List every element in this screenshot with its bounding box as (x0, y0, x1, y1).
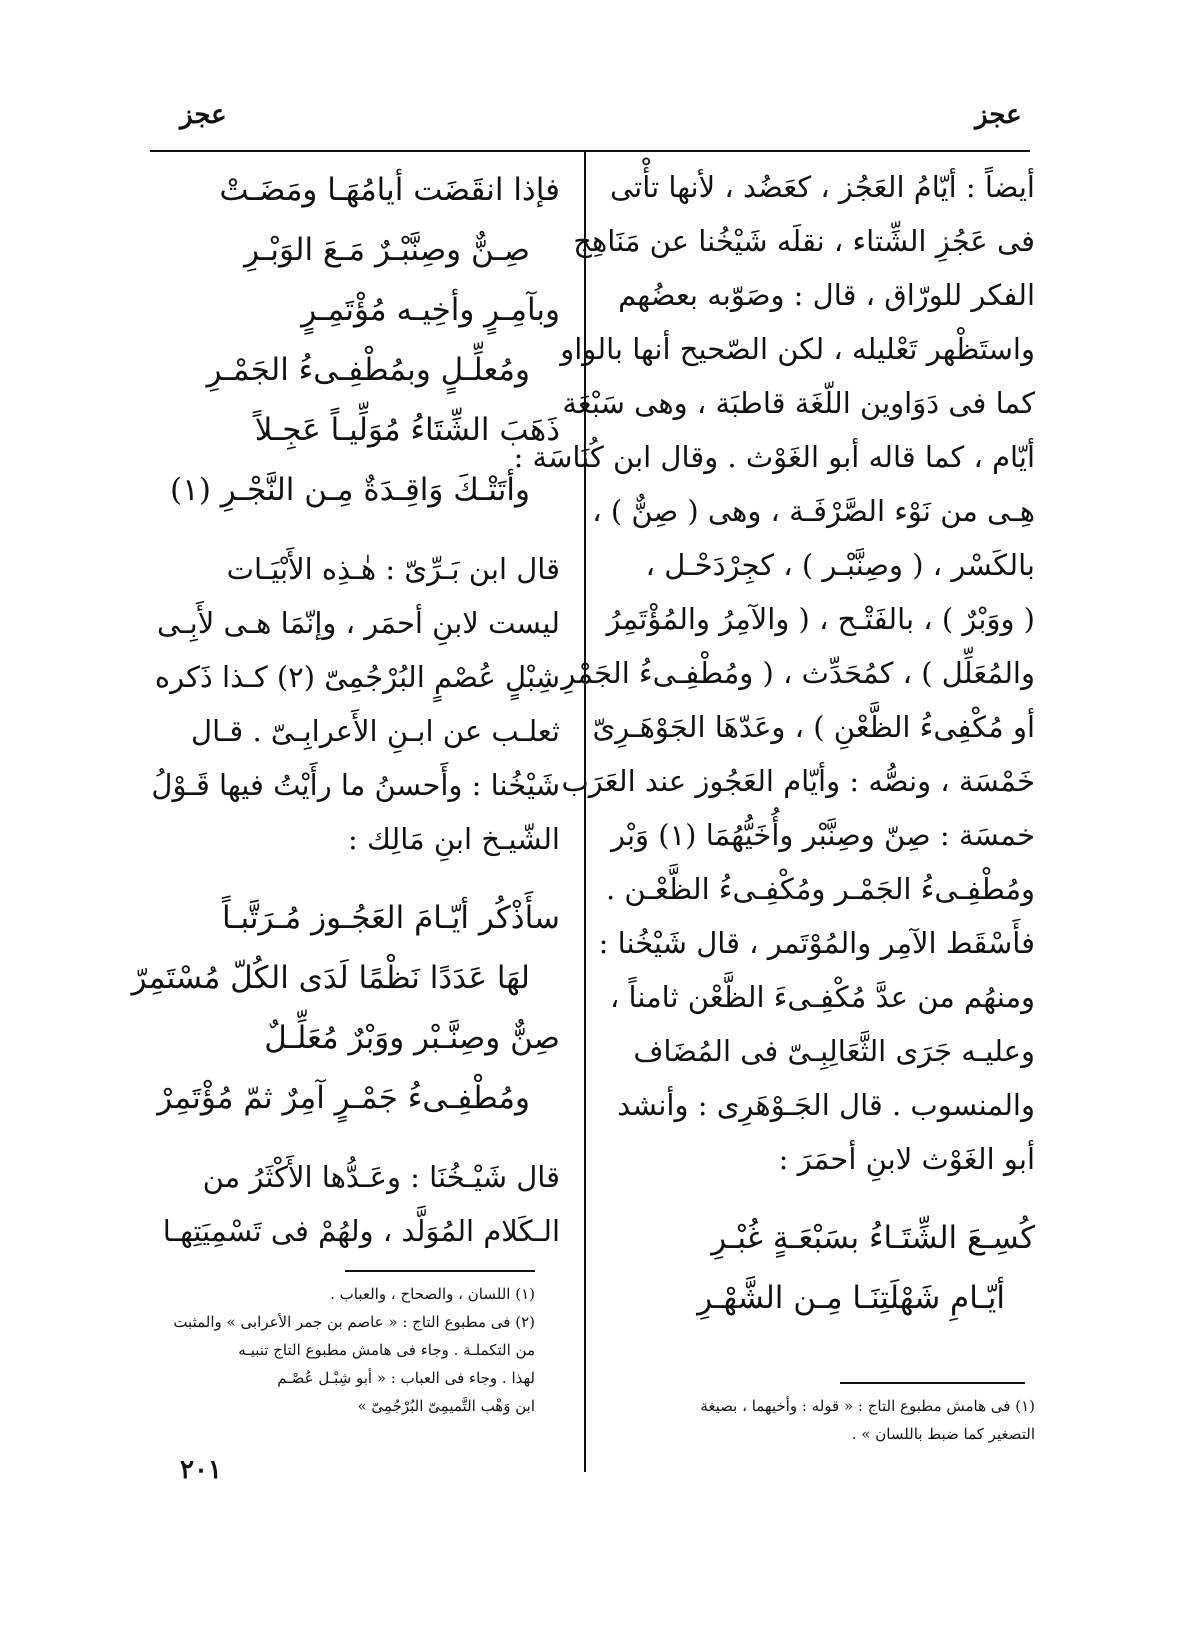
footnotes-left (125, 1280, 535, 1420)
text-line: ثعلـب عن ابـنِ الأَعرابِـىّ . قـال (191, 714, 560, 748)
text-line: فأَسْقَط الآمِر والمُوْتَمر ، قال شَيْخُنا : (598, 926, 1035, 960)
verse-line: أيّـامِ شَهْلَتِنَـا مِـن الشَّهْـرِ (697, 1280, 1005, 1316)
text-line: الفكر للورّاق ، قال : وصَوّبه بعضُهم (618, 278, 1035, 312)
footnote-line: ابن وَهْب التَّميمِىّ البُرْجُمِىّ » (357, 1397, 535, 1415)
text-line: ( ووَبْرٌ ) ، بالفَتْـح ، ( والآمِرُ والمُؤْتَمِرُ (606, 602, 1035, 636)
footnote-line: التصغير كما ضبط باللسان » . (851, 1425, 1035, 1443)
footnote-line: (٢) فى مطبوع التاج : « عاصم بن جمر الأعرابى » والمثبت (173, 1313, 535, 1331)
text-line: واستَظْهر تَعْليله ، لكن الصّحيح أنها بالواو (560, 332, 1035, 366)
text-line: قال ابن بَـرِّىّ : هٰـذِه الأَبْيَـات (226, 552, 560, 586)
text-line: أيضاً : أيّامُ العَجُز ، كعَضُد ، لأنها تأْتى (609, 170, 1035, 204)
verse-line: وبآمِـرٍ وأخِيـه مُؤْتَمِـرٍ (301, 292, 560, 328)
text-line: أيّام ، كما قاله أبو الغَوْث . وقال ابن كُنَاسَة : (513, 440, 1035, 474)
text-line: أو مُكْفِىءُ الظَّعْنِ ) ، وعَدّهَا الجَوْهَـرِىّ (592, 710, 1035, 744)
footnote-rule-right (840, 1382, 1025, 1384)
text-line: والمنسوب . قال الجَـوْهَرِى : وأنشد (617, 1088, 1035, 1122)
left-column (130, 160, 560, 1258)
running-header-left: عجز (180, 100, 227, 130)
verse-line: كُسِـعَ الشِّتَـاءُ بسَبْعَـةٍ غُبْـرِ (711, 1220, 1035, 1256)
footnote-rule-left (345, 1270, 535, 1272)
text-line: أبو الغَوْث لابنِ أحمَرَ : (778, 1142, 1035, 1176)
right-column (513, 160, 1035, 1328)
verse-line: صِـنٌّ وصِنَّبْـرٌ مَـعَ الوَبْـرِ (244, 232, 530, 268)
text-line: ومُطْفِـىءُ الجَمْـر ومُكْفِـىءُ الظَّعْـن . (605, 872, 1035, 906)
text-line: الشّيـخ ابنِ مَالِك : (347, 822, 560, 856)
text-line: ومنهُم من عدَّ مُكْفِـىءَ الظَّعْن ثامناً ، (609, 980, 1035, 1014)
footnote-line: لهذا . وجاء فى العباب : « أبو شِبْـل عُصْـم (277, 1369, 535, 1387)
text-line: ليست لابنِ أحمَر ، وإنّمَا هـى لأَبِـى (156, 606, 560, 640)
text-line: والمُعَلِّل ) ، كمُحَدِّث ، ( ومُطْفِـىءُ الجَمْرِ (561, 656, 1035, 690)
text-line: شَيْخُنا : وأَحسنُ ما رأَيْتُ فيها قَـوْلُ (151, 768, 560, 802)
verse-line: لهَا عَدَدًا نَظْمًا لَدَى الكُلّ مُسْتَمِرّ (131, 960, 530, 996)
footnote-line: (١) اللسان ، والصحاح ، والعباب . (330, 1285, 535, 1303)
text-line: الـكَلام المُوَلَّد ، ولهُمْ فى تَسْمِيَتِهـا (162, 1214, 560, 1248)
footnote-line: من التكملـة . وجاء فى هامش مطبوع التاج تنبيـه (238, 1341, 535, 1359)
verse-line: فإذا انقَضَت أيامُهَـا ومَضَـتْ (219, 172, 560, 208)
text-line: خمسَة : صِنّ وصِنَّبْر وأُخَيُّهُمَا (١) وَبْر (610, 818, 1035, 852)
verse-line: صِنٌّ وصِنَّـبْر ووَبْرٌ مُعَلِّـلٌ (264, 1020, 560, 1056)
text-line: قال شَيْـخُنَا : وعَـدُّها الأَكْثَرُ من (202, 1160, 560, 1194)
text-line: خَمْسَة ، ونصُّه : وأيّام العَجُوز عند العَرَب (561, 764, 1035, 798)
verse-line: وأتَتْـكَ وَاقِـدَةٌ مِـن النَّجْـرِ (١) (170, 472, 530, 508)
text-line: بالكَسْر ، ( وصِنَّبْـر ) ، كجِرْدَحْـل ، (645, 548, 1035, 582)
header-rule (150, 150, 1030, 152)
text-line: شِبْلٍ عُصْمٍ البُرْجُمِىّ (٢) كـذا ذَكره (154, 660, 560, 694)
page-number: ٢٠١ (180, 1455, 222, 1485)
running-header-right: عجز (975, 100, 1022, 130)
text-line: هِـى من نَوْء الصَّرْفَـة ، وهى ( صِنٌّ ) ، (592, 494, 1035, 528)
verse-line: ومُعلِّـلٍ وبمُطْفِـىءُ الجَمْـرِ (206, 352, 530, 388)
text-line: وعليـه جَرَى الثَّعَالِبِـىّ فى المُضَاف (633, 1034, 1035, 1068)
text-line: كما فى دَوَاوين اللّغَة قاطبَة ، وهى سَبْعَة (562, 386, 1035, 420)
footnotes-right (615, 1392, 1035, 1448)
text-line: فى عَجُزِ الشِّتاء ، نقلَه شَيْخُنا عن مَنَاهِج (573, 224, 1035, 258)
verse-line: سأَذْكُر أيّـامَ العَجُـوز مُـرَتَّبـاً (221, 900, 560, 936)
footnote-line: (١) فى هامش مطبوع التاج : « قوله : وأخيهما ، بصيغة (700, 1397, 1035, 1415)
verse-line: ذَهَبَ الشِّتَاءُ مُوَلِّيـاً عَجِـلاً (254, 412, 560, 448)
verse-line: ومُطْفِـىءُ جَمْـرٍ آمِرٌ ثمّ مُؤْتَمِرْ (157, 1080, 530, 1116)
